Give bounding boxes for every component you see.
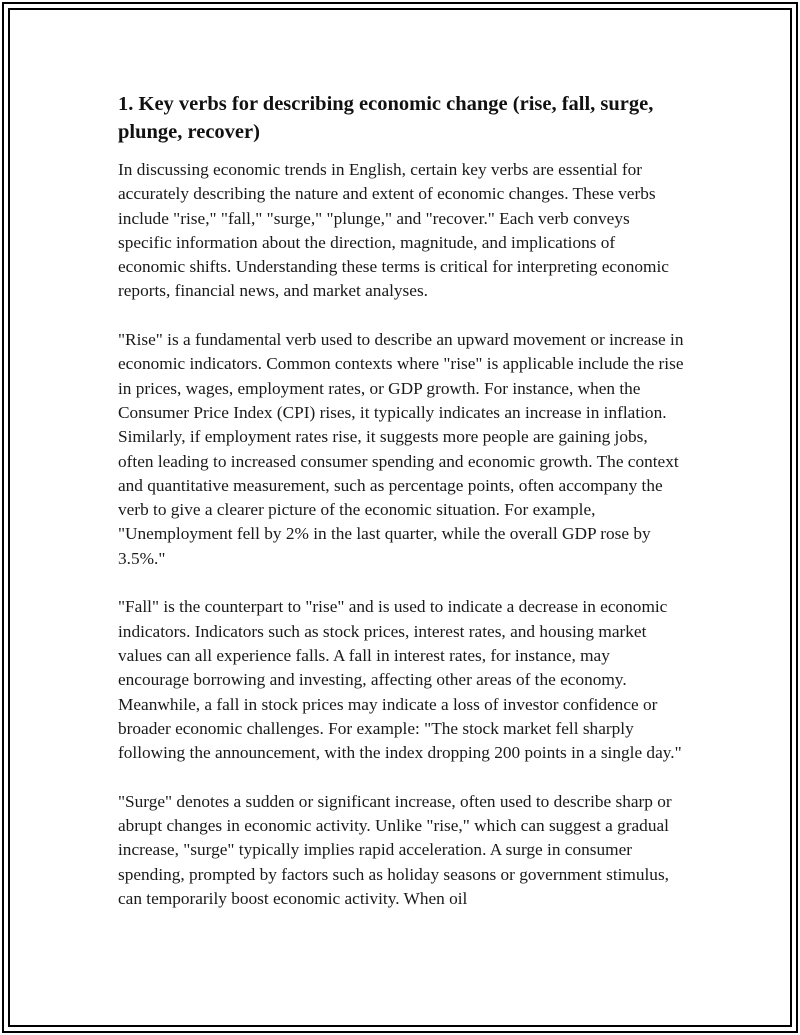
paragraph-surge: "Surge" denotes a sudden or significant increase, often used to describe sharp or abrupt changes in economic activity. Unlike "rise," which can suggest a gradual increase, "surge" typically implies rapid acceleration. A surge in consumer spending, prompted by factors such as holiday seasons or government stimulus, can temporarily boost economic activity. When oil	[118, 791, 672, 908]
section-heading: 1. Key verbs for describing economic change (rise, fall, surge, plunge, recover)	[118, 93, 654, 143]
paragraph-fall: "Fall" is the counterpart to "rise" and is used to indicate a decrease in economic indicators. Indicators such as stock prices, interest rates, and housing market values can all experience falls. A fall in interest rates, for instance, may encourage borrowing and investing, affecting other areas of the economy. Meanwhile, a fall in stock prices may indicate a loss of investor confidence or broader economic challenges. For example: "The stock market fell sharply following the announcement, with the index dropping 200 points in a single day."	[118, 597, 682, 763]
paragraph-intro: In discussing economic trends in English, certain key verbs are essential for accurately describing the nature and extent of economic changes. These verbs include "rise," "fall," "surge," "plunge," and "recover." Each verb conveys specific information about the direction, magnitude, and implications of economic shifts. Understanding these terms is critical for interpreting economic reports, financial news, and market analyses.	[118, 160, 669, 301]
document-body	[118, 90, 684, 936]
paragraph-rise: "Rise" is a fundamental verb used to describe an upward movement or increase in economic indicators. Common contexts where "rise" is applicable include the rise in prices, wages, employment rates, or GDP growth. For instance, when the Consumer Price Index (CPI) rises, it typically indicates an increase in inflation. Similarly, if employment rates rise, it suggests more people are gaining jobs, often leading to increased consumer spending and economic growth. The context and quantitative measurement, such as percentage points, often accompany the verb to give a clearer picture of the economic situation. For example, "Unemployment fell by 2% in the last quarter, while the overall GDP rose by 3.5%."	[118, 330, 684, 568]
